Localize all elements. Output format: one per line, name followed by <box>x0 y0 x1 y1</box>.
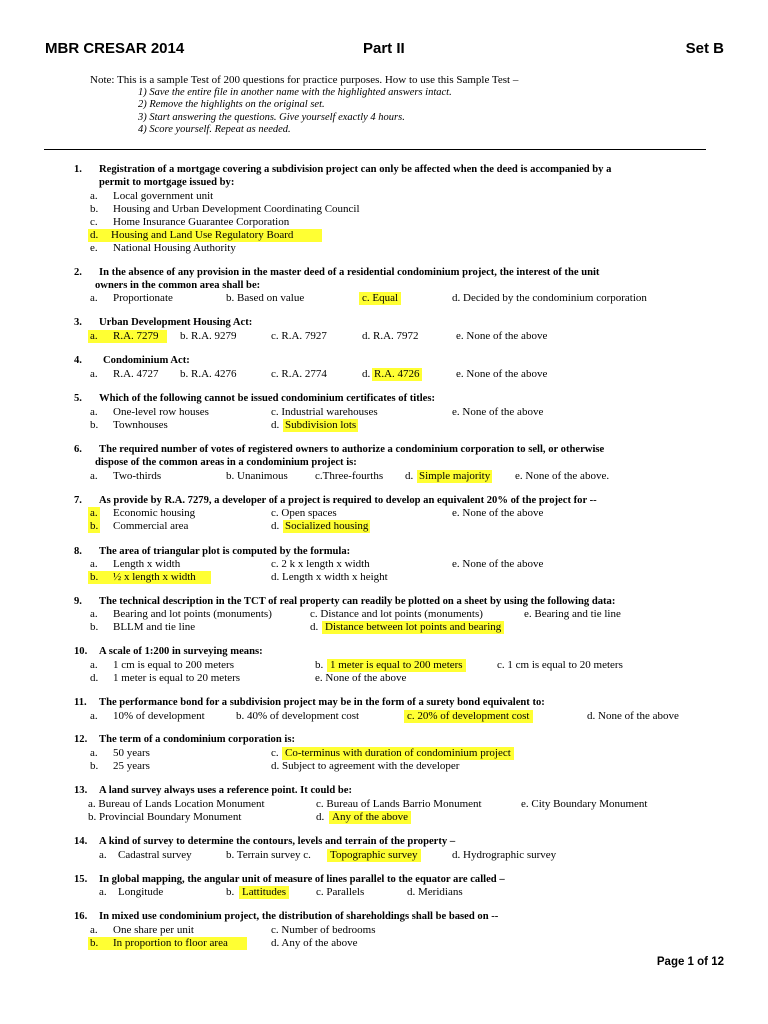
option-text: 1 cm is equal to 200 meters <box>113 659 234 671</box>
option-text: BLLM and tie line <box>113 621 196 633</box>
option-text: b. Unanimous <box>226 470 288 482</box>
option-text: b. R.A. 9279 <box>180 330 237 342</box>
option-text: e. City Boundary Monument <box>521 798 648 810</box>
answer-highlight <box>88 330 167 343</box>
option-text: d. <box>271 520 280 532</box>
option-text: d. <box>316 811 325 823</box>
answer-highlight: Topographic survey <box>327 849 421 862</box>
option-letter: a. <box>90 659 98 671</box>
option-text: 10% of development <box>113 710 205 722</box>
option-text: b. <box>226 886 235 898</box>
option-letter: d. <box>90 229 99 241</box>
option-letter: a. <box>90 190 98 202</box>
option-text: R.A. 4727 <box>113 368 159 380</box>
option-text: c. Parallels <box>316 886 365 898</box>
option-text: Home Insurance Guarantee Corporation <box>113 216 290 228</box>
question-number: 12. <box>74 734 88 745</box>
header-title: MBR CRESAR 2014 <box>45 40 185 57</box>
question-number: 8. <box>74 546 82 557</box>
answer-highlight: Co-terminus with duration of condominium project <box>282 747 514 760</box>
option-text: b. R.A. 4276 <box>180 368 237 380</box>
option-text: b. Provincial Boundary Monument <box>88 811 242 823</box>
question-text: A kind of survey to determine the contours, levels and terrain of the property – <box>99 836 456 847</box>
question-number: 5. <box>74 393 82 404</box>
question-text: owners in the common area shall be: <box>95 280 261 291</box>
option-letter: a. <box>99 849 107 861</box>
option-text: a. Bureau of Lands Location Monument <box>88 798 265 810</box>
option-letter: b. <box>90 203 99 215</box>
question-number: 15. <box>74 874 88 885</box>
option-text: b. Based on value <box>226 292 305 304</box>
note-step: 4) Score yourself. Repeat as needed. <box>138 123 291 135</box>
question-number: 11. <box>74 697 87 708</box>
option-text: 50 years <box>113 747 150 759</box>
option-text: c. 2 k x length x width <box>271 558 370 570</box>
question-text: In global mapping, the angular unit of measure of lines parallel to the equator are called – <box>99 874 505 885</box>
question-number: 1. <box>74 164 82 175</box>
option-text: d. Length x width x height <box>271 571 388 583</box>
option-letter: a. <box>99 886 107 898</box>
option-letter: a. <box>90 924 98 936</box>
option-letter: d. <box>90 672 99 684</box>
question-number: 10. <box>74 646 88 657</box>
option-text: e. None of the above <box>452 406 544 418</box>
option-text: b. Terrain survey c. <box>226 849 311 861</box>
option-text: e. Bearing and tie line <box>524 608 621 620</box>
option-letter: a. <box>90 608 98 620</box>
option-text: R.A. 7279 <box>113 330 159 342</box>
option-text: Townhouses <box>113 419 168 431</box>
note-step: 3) Start answering the questions. Give yourself exactly 4 hours. <box>138 111 405 123</box>
option-text: Cadastral survey <box>118 849 192 861</box>
option-text: e. None of the above <box>456 330 548 342</box>
option-text: d. R.A. 7972 <box>362 330 419 342</box>
option-text: e. None of the above <box>456 368 548 380</box>
option-text: e. None of the above <box>315 672 407 684</box>
option-text: Commercial area <box>113 520 189 532</box>
option-letter: a. <box>90 558 98 570</box>
option-text: d. Subject to agreement with the developer <box>271 760 460 772</box>
option-text: Economic housing <box>113 507 196 519</box>
answer-highlight: R.A. 4726 <box>374 368 420 380</box>
option-letter: b. <box>90 571 99 583</box>
option-text: c. R.A. 7927 <box>271 330 327 342</box>
option-text: d. <box>362 368 371 380</box>
option-text: c.Three-fourths <box>315 470 384 482</box>
question-text: Registration of a mortgage covering a subdivision project can only be affected when the deed is accompanied by a <box>99 164 612 175</box>
option-text: 25 years <box>113 760 150 772</box>
question-number: 2. <box>74 267 82 278</box>
question-text: dispose of the common areas in a condominium project is: <box>95 457 357 468</box>
option-text: d. <box>405 470 414 482</box>
option-text: Housing and Land Use Regulatory Board <box>111 229 294 241</box>
answer-highlight: Distance between lot points and bearing <box>322 621 504 634</box>
answer-highlight: Socialized housing <box>285 520 369 532</box>
question-text: The technical description in the TCT of real property can readily be plotted on a sheet by using the following data: <box>99 596 616 607</box>
option-text: c. Open spaces <box>271 507 337 519</box>
question-text: The term of a condominium corporation is: <box>99 734 295 745</box>
question-text: As provide by R.A. 7279, a developer of a project is required to develop an equivalent 20% of the project for -- <box>99 495 597 506</box>
question-text: A scale of 1:200 in surveying means: <box>99 646 263 657</box>
option-text: ½ x length x width <box>113 571 196 583</box>
option-letter: b. <box>90 760 99 772</box>
option-letter: a. <box>90 710 98 722</box>
option-letter: a. <box>90 330 98 342</box>
option-text: In proportion to floor area <box>113 937 228 949</box>
answer-highlight <box>88 229 322 242</box>
option-text: d. Meridians <box>407 886 463 898</box>
answer-highlight <box>88 937 247 950</box>
answer-highlight: Any of the above <box>329 811 411 824</box>
option-text: d. <box>310 621 319 633</box>
note-steps <box>138 87 452 136</box>
question-text: The area of triangular plot is computed by the formula: <box>99 546 351 557</box>
option-text: d. <box>271 419 280 431</box>
option-text: d. Decided by the condominium corporation <box>452 292 647 304</box>
option-text: c. Industrial warehouses <box>271 406 378 418</box>
option-text: e. None of the above. <box>515 470 610 482</box>
option-letter: b. <box>90 621 99 633</box>
option-text: c. Bureau of Lands Barrio Monument <box>316 798 482 810</box>
question-text: In mixed use condominium project, the distribution of shareholdings shall be based on -- <box>99 911 499 922</box>
option-text: c. 1 cm is equal to 20 meters <box>497 659 623 671</box>
option-text: Housing and Urban Development Coordinating Council <box>113 203 360 215</box>
option-text: Longitude <box>118 886 164 898</box>
option-letter: a. <box>90 406 98 418</box>
question-text: The required number of votes of registered owners to authorize a condominium corporation to sell, or otherwise <box>99 444 605 455</box>
option-text: d. Hydrographic survey <box>452 849 557 861</box>
option-text: c. Number of bedrooms <box>271 924 376 936</box>
question-number: 7. <box>74 495 82 506</box>
question-number: 6. <box>74 444 82 455</box>
question-text: permit to mortgage issued by: <box>99 177 235 188</box>
answer-highlight: c. 20% of development cost <box>404 710 533 723</box>
question-text: Urban Development Housing Act: <box>99 317 253 328</box>
question-text: The performance bond for a subdivision project may be in the form of a surety bond equivalent to: <box>99 697 545 708</box>
question-number: 9. <box>74 596 82 607</box>
option-text: One share per unit <box>113 924 194 936</box>
question-number: 14. <box>74 836 88 847</box>
option-text: d. None of the above <box>587 710 679 722</box>
option-text: Local government unit <box>113 190 214 202</box>
answer-highlight: c. Equal <box>359 292 401 305</box>
question-text: A land survey always uses a reference point. It could be: <box>99 785 352 796</box>
answer-highlight: Subdivision lots <box>285 419 357 431</box>
answer-highlight <box>88 571 211 584</box>
option-text: e. None of the above <box>452 558 544 570</box>
divider <box>44 149 706 150</box>
note-text: Note: This is a sample Test of 200 questions for practice purposes. How to use this Sample Test – <box>90 74 519 86</box>
option-text: One-level row houses <box>113 406 209 418</box>
option-letter: b. <box>90 937 99 949</box>
option-text: Two-thirds <box>113 470 162 482</box>
option-text: c. Distance and lot points (monuments) <box>310 608 483 620</box>
page-number: Page 1 of 12 <box>656 956 724 968</box>
question-number: 3. <box>74 317 82 328</box>
option-text: d. Any of the above <box>271 937 358 949</box>
option-text: b. <box>315 659 324 671</box>
option-text: Bearing and lot points (monuments) <box>113 608 272 620</box>
question-text: Condominium Act: <box>103 355 190 366</box>
answer-highlight: Lattitudes <box>239 886 289 899</box>
question-number: 13. <box>74 785 88 796</box>
option-text: b. 40% of development cost <box>236 710 360 722</box>
note-step: 2) Remove the highlights on the original set. <box>138 99 325 111</box>
question-number: 4. <box>74 355 82 366</box>
note-step: 1) Save the entire file in another name with the highlighted answers intact. <box>138 87 452 98</box>
option-text: c. <box>271 747 279 759</box>
answer-highlight: 1 meter is equal to 200 meters <box>327 659 466 672</box>
option-letter: a. <box>90 368 98 380</box>
option-letter: c. <box>90 216 98 228</box>
header-set: Set B <box>685 40 724 57</box>
option-text: c. R.A. 2774 <box>271 368 327 380</box>
option-letter: a. <box>90 292 98 304</box>
option-letter: b. <box>90 419 99 431</box>
option-text: National Housing Authority <box>113 242 236 254</box>
option-text: Length x width <box>113 558 181 570</box>
option-letter: e. <box>90 242 98 254</box>
answer-highlight: b. <box>90 520 99 532</box>
answer-highlight: a. <box>88 507 100 520</box>
answer-highlight: Simple majority <box>419 470 491 482</box>
header-part: Part II <box>363 40 405 57</box>
option-text: Proportionate <box>113 292 173 304</box>
question-text: Which of the following cannot be issued condominium certificates of titles: <box>99 393 436 404</box>
question-text: In the absence of any provision in the master deed of a residential condominium project, the interest of the unit <box>99 267 600 278</box>
option-text: e. None of the above <box>452 507 544 519</box>
option-text: 1 meter is equal to 20 meters <box>113 672 241 684</box>
question-number: 16. <box>74 911 88 922</box>
option-letter: a. <box>90 747 98 759</box>
option-letter: a. <box>90 470 98 482</box>
